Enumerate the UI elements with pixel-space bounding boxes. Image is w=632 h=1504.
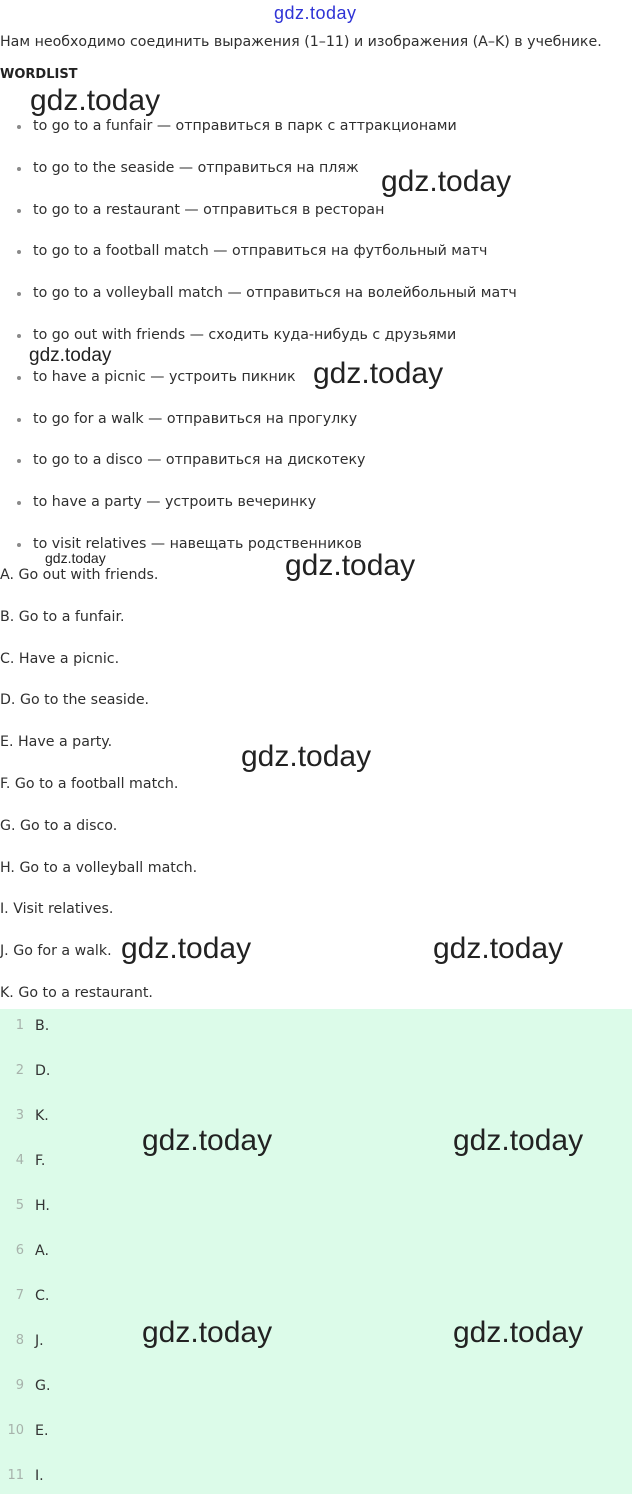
line-number: 2 [15,1063,24,1078]
answer-block [0,1009,632,1494]
line-number: 5 [15,1198,24,1213]
line-number: 8 [15,1333,24,1348]
answer-row [0,1369,632,1414]
wordlist-item: to go out with friends — сходить куда-нибудь с друзьями [0,325,632,367]
watermark: gdz.today [285,549,416,582]
picture-item: B. Go to a funfair. [0,608,125,625]
watermark: gdz.today [241,740,372,773]
line-number: 1 [15,1018,24,1033]
watermark: gdz.today [142,1124,273,1157]
answer-value: J. [35,1333,44,1349]
answer-row [0,1324,632,1369]
picture-item: G. Go to a disco. [0,817,118,834]
answer-row [0,1009,632,1054]
answer-value: G. [35,1378,51,1394]
answer-value: H. [35,1198,50,1214]
picture-item: C. Have a picnic. [0,650,120,667]
bullet-icon [17,459,21,463]
wordlist-item: to visit relatives — навещать родственников [0,534,632,576]
bullet-icon [17,543,21,547]
picture-item: I. Visit relatives. [0,901,114,918]
answer-value: D. [35,1063,51,1079]
answer-value: F. [35,1153,46,1169]
wordlist-item: to go to a restaurant — отправиться в ресторан [0,200,632,242]
answer-row [0,1459,632,1504]
site-watermark: gdz.today [274,3,357,23]
line-number: 11 [7,1468,24,1483]
watermark: gdz.today [121,932,252,965]
answer-value: E. [35,1423,49,1439]
answer-row [0,1279,632,1324]
watermark: gdz.today [30,84,161,117]
task-instruction: Нам необходимо соединить выражения (1–11) и изображения (A–K) в учебнике. [0,34,602,50]
line-number: 10 [7,1423,24,1438]
wordlist-item: to go for a walk — отправиться на прогулку [0,409,632,451]
answer-row [0,1234,632,1279]
picture-item: E. Have a party. [0,734,113,751]
wordlist-item: to go to a funfair — отправиться в парк с аттракционами [0,116,632,158]
picture-item: H. Go to a volleyball match. [0,859,198,876]
line-number: 7 [15,1288,24,1303]
wordlist-item: to go to a football match — отправиться на футбольный матч [0,241,632,283]
picture-list [0,565,632,1025]
watermark: gdz.today [142,1316,273,1349]
answer-value: K. [35,1108,49,1124]
bullet-icon [17,250,21,254]
line-number: 9 [15,1378,24,1393]
wordlist-heading: WORDLIST [0,67,78,82]
answer-row [0,1144,632,1189]
answer-row [0,1054,632,1099]
watermark: gdz.today [45,550,106,566]
bullet-icon [17,209,21,213]
answer-value: I. [35,1468,44,1484]
answer-row [0,1099,632,1144]
wordlist-item: to go to the seaside — отправиться на пляж [0,158,632,200]
answer-row [0,1189,632,1234]
picture-item: K. Go to a restaurant. [0,984,153,1001]
wordlist-item: to go to a disco — отправиться на дискотеку [0,450,632,492]
watermark: gdz.today [313,357,444,390]
watermark: gdz.today [29,345,112,366]
line-number: 3 [15,1108,24,1123]
watermark: gdz.today [381,165,512,198]
wordlist-item: to have a party — устроить вечеринку [0,492,632,534]
picture-item: D. Go to the seaside. [0,692,150,709]
watermark: gdz.today [433,932,564,965]
bullet-icon [17,376,21,380]
picture-item: A. Go out with friends. [0,567,159,583]
watermark: gdz.today [453,1316,584,1349]
answer-value: C. [35,1288,50,1304]
answer-value: A. [35,1243,49,1259]
bullet-icon [17,418,21,422]
wordlist [0,116,632,576]
wordlist-item: to have a picnic — устроить пикник [0,367,632,409]
picture-item: F. Go to a football match. [0,775,179,792]
bullet-icon [17,167,21,171]
picture-item: J. Go for a walk. [0,943,112,960]
wordlist-item: to go to a volleyball match — отправиться на волейбольный матч [0,283,632,325]
line-number: 4 [15,1153,24,1168]
answer-value: B. [35,1018,50,1034]
answer-row [0,1414,632,1459]
watermark: gdz.today [453,1124,584,1157]
bullet-icon [17,334,21,338]
bullet-icon [17,125,21,129]
bullet-icon [17,501,21,505]
line-number: 6 [15,1243,24,1258]
bullet-icon [17,292,21,296]
